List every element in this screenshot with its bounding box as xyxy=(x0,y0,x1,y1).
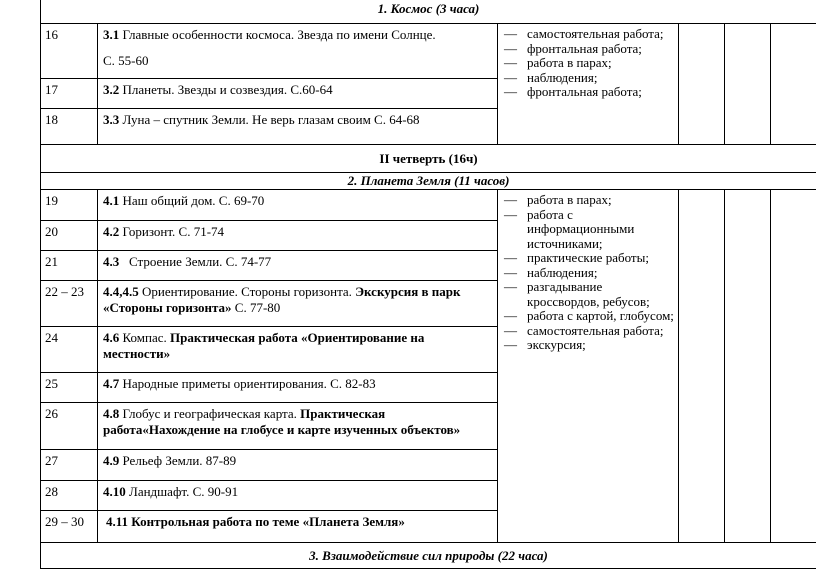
topic-code: 4.10 xyxy=(103,484,126,499)
topic-text: Планеты. Звезды и созвездия. С.60-64 xyxy=(119,82,332,97)
topic-bold-text: Практическая работа «Ориентирование на местности» xyxy=(103,330,424,361)
lesson-topic xyxy=(98,481,498,511)
section-header xyxy=(41,543,816,569)
topic-code: 4.9 xyxy=(103,453,119,468)
topic-code: 4.7 xyxy=(103,376,119,391)
lesson-number: 20 xyxy=(41,221,98,251)
empty-cell xyxy=(725,24,771,145)
topic-text: Ориентирование. Стороны горизонта. xyxy=(139,284,355,299)
method-item: — самостоятельная работа; xyxy=(504,27,674,42)
lesson-number: 22 – 23 xyxy=(41,281,98,327)
topic-code: 3.1 xyxy=(103,27,119,42)
lesson-topic xyxy=(98,373,498,403)
method-item: — фронтальная работа; xyxy=(504,85,674,100)
lesson-number: 16 xyxy=(41,24,98,79)
lesson-topic xyxy=(98,221,498,251)
empty-cell xyxy=(725,190,771,543)
lesson-topic xyxy=(98,511,498,543)
topic-text: Ландшафт. С. 90-91 xyxy=(126,484,238,499)
lesson-topic xyxy=(98,251,498,281)
topic-bold-text: Экскурсия в парк «Стороны горизонта» xyxy=(103,284,461,315)
lesson-number: 26 xyxy=(41,403,98,450)
method-item: — экскурсия; xyxy=(504,338,674,353)
topic-pages: С. 55-60 xyxy=(103,53,493,69)
empty-cell xyxy=(771,24,816,145)
topic-text: Народные приметы ориентирования. С. 82-83 xyxy=(119,376,375,391)
lesson-number: 17 xyxy=(41,79,98,109)
lesson-number: 24 xyxy=(41,327,98,373)
topic-code: 4.2 xyxy=(103,224,119,239)
table-row xyxy=(41,24,816,79)
topic-code: 4.3 xyxy=(103,254,119,269)
topic-code: 4.1 xyxy=(103,193,119,208)
activity-methods xyxy=(498,24,679,145)
topic-code: 3.2 xyxy=(103,82,119,97)
topic-tail: С. 77-80 xyxy=(232,300,281,315)
activity-methods xyxy=(498,190,679,543)
method-item: — наблюдения; xyxy=(504,266,674,281)
topic-bold-text: Практическая работа«Нахождение на глобусе и карте изученных объектов» xyxy=(103,406,460,437)
table-row xyxy=(41,190,816,221)
topic-text: Наш общий дом. С. 69-70 xyxy=(119,193,264,208)
method-item: — практические работы; xyxy=(504,251,674,266)
topic-code: 4.8 xyxy=(103,406,119,421)
topic-code: 4.6 xyxy=(103,330,119,345)
section-header xyxy=(41,173,816,190)
lesson-number: 19 xyxy=(41,190,98,221)
quarter-header xyxy=(41,145,816,173)
topic-text: Строение Земли. С. 74-77 xyxy=(119,254,271,269)
lesson-topic xyxy=(98,24,498,79)
section-title: 1. Космос (3 часа) xyxy=(41,0,816,24)
topic-code: 3.3 xyxy=(103,112,119,127)
empty-cell xyxy=(771,190,816,543)
topic-code: 4.11 xyxy=(106,514,128,529)
section-header xyxy=(41,0,816,24)
method-item: — работа с картой, глобусом; xyxy=(504,309,674,324)
lesson-topic xyxy=(98,281,498,327)
topic-text: Главные особенности космоса. Звезда по имени Солнце. xyxy=(119,27,435,42)
method-item: — работа в парах; xyxy=(504,193,674,208)
method-item: — фронтальная работа; xyxy=(504,42,674,57)
lesson-number: 25 xyxy=(41,373,98,403)
method-item: — работа с информационными источниками; xyxy=(504,208,674,252)
lesson-topic xyxy=(98,403,498,450)
topic-text: Рельеф Земли. 87-89 xyxy=(119,453,236,468)
method-item: — разгадывание кроссвордов, ребусов; xyxy=(504,280,674,309)
method-item: — самостоятельная работа; xyxy=(504,324,674,339)
method-item: — наблюдения; xyxy=(504,71,674,86)
lesson-number: 27 xyxy=(41,450,98,481)
method-item: — работа в парах; xyxy=(504,56,674,71)
lesson-topic xyxy=(98,450,498,481)
lesson-topic xyxy=(98,79,498,109)
quarter-title: II четверть (16ч) xyxy=(41,145,816,173)
section-title: 3. Взаимодействие сил природы (22 часа) xyxy=(41,543,816,569)
topic-code: 4.4,4.5 xyxy=(103,284,139,299)
lesson-number: 21 xyxy=(41,251,98,281)
lesson-topic xyxy=(98,327,498,373)
topic-text: Горизонт. С. 71-74 xyxy=(119,224,224,239)
lesson-number: 28 xyxy=(41,481,98,511)
empty-cell xyxy=(679,190,725,543)
topic-text: Компас. xyxy=(119,330,170,345)
section-title: 2. Планета Земля (11 часов) xyxy=(41,173,816,190)
topic-text: Глобус и географическая карта. xyxy=(119,406,300,421)
empty-cell xyxy=(679,24,725,145)
lesson-topic xyxy=(98,190,498,221)
topic-bold-text: Контрольная работа по теме «Планета Земля» xyxy=(128,514,405,529)
topic-text: Луна – спутник Земли. Не верь глазам своим С. 64-68 xyxy=(119,112,419,127)
lesson-number: 18 xyxy=(41,109,98,145)
lesson-plan-table xyxy=(40,0,816,569)
lesson-number: 29 – 30 xyxy=(41,511,98,543)
lesson-topic xyxy=(98,109,498,145)
